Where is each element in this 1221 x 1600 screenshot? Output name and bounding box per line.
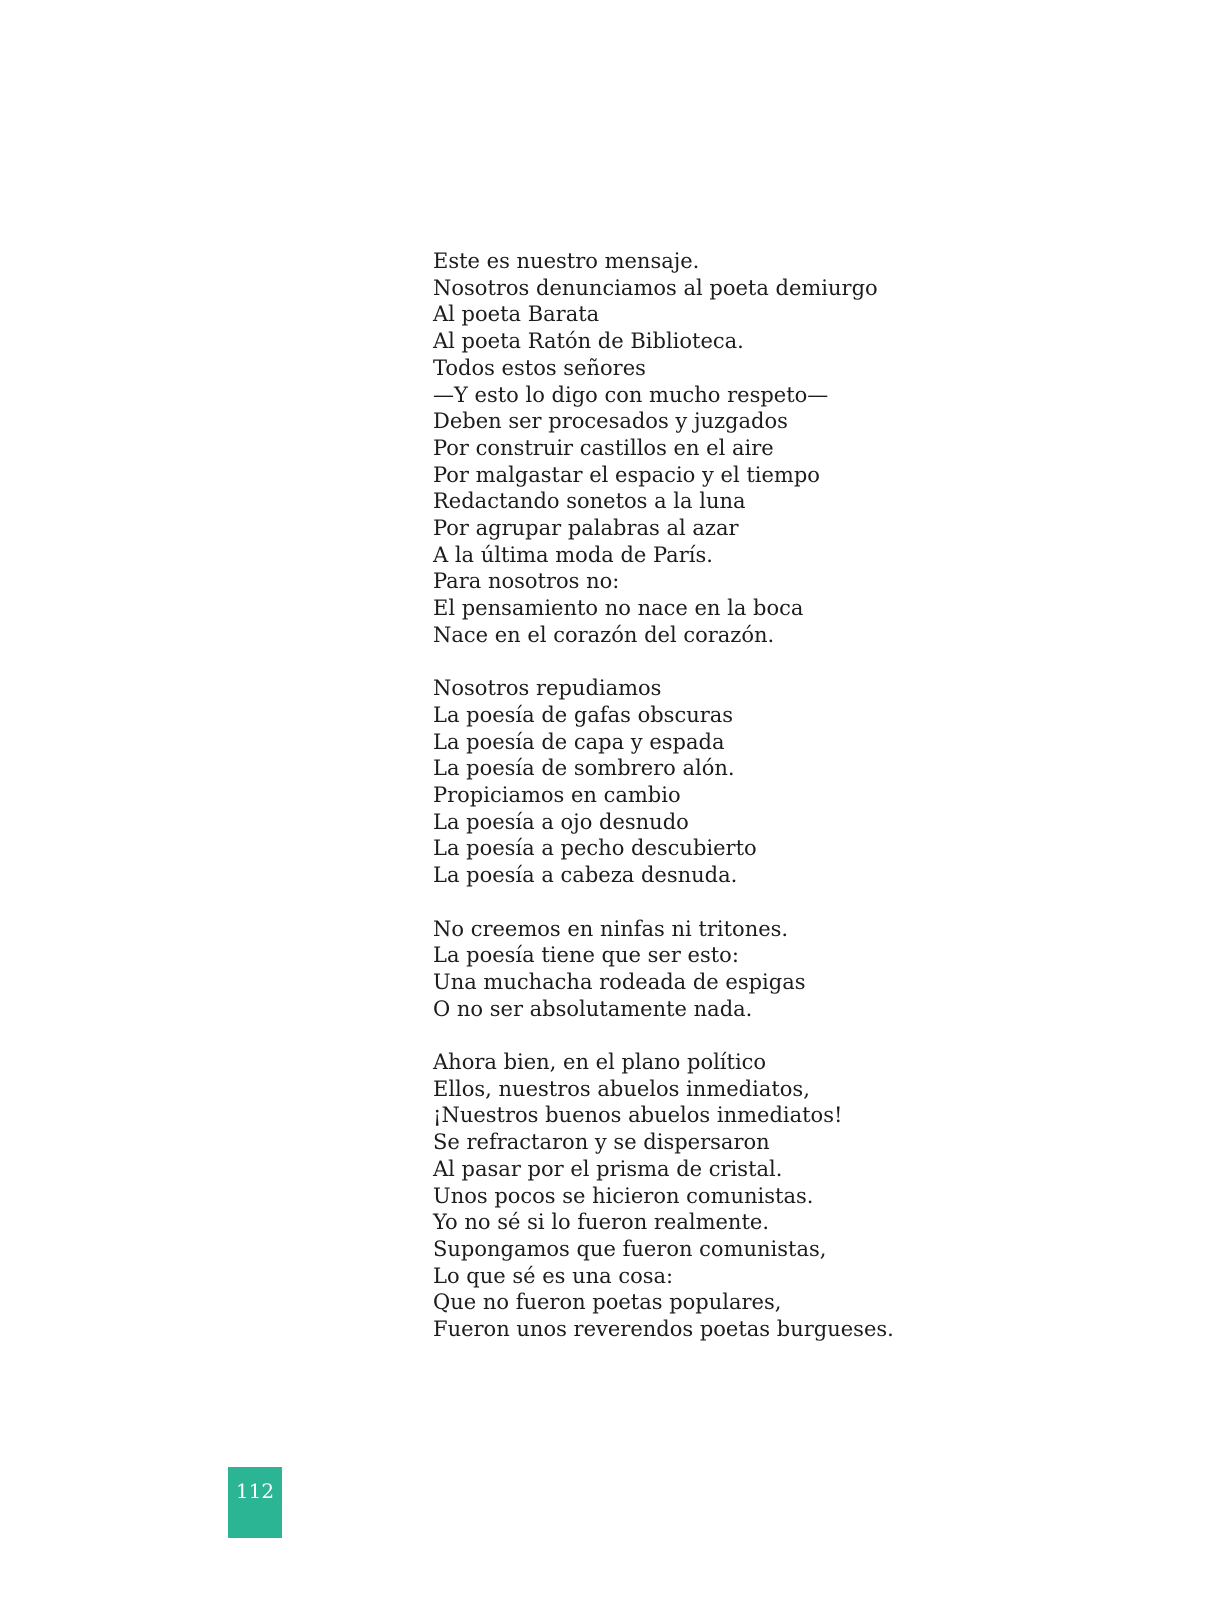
poem-line: La poesía a pecho descubierto [433,836,757,861]
poem-line: —Y esto lo digo con mucho respeto— [433,382,829,407]
poem-line: La poesía a ojo desnudo [433,809,689,834]
poem-line: ¡Nuestros buenos abuelos inmediatos! [433,1103,843,1128]
stanza-1 [433,248,993,649]
poem-line: Por malgastar el espacio y el tiempo [433,462,820,487]
poem-line: Ahora bien, en el plano político [433,1050,767,1075]
poem-line: Por construir castillos en el aire [433,435,774,460]
poem-line: La poesía de gafas obscuras [433,702,734,727]
poem-line: Yo no sé si lo fueron realmente. [433,1210,769,1235]
poem-line: Unos pocos se hicieron comunistas. [433,1183,814,1208]
poem-line: Nosotros repudiamos [433,676,662,701]
poem-line: Al poeta Ratón de Biblioteca. [433,329,744,354]
poem-line: Propiciamos en cambio [433,783,681,808]
poem-line: La poesía a cabeza desnuda. [433,863,738,888]
stanza-3 [433,916,993,1023]
poem-line: Una muchacha rodeada de espigas [433,969,806,994]
poem-line: Supongamos que fueron comunistas, [433,1236,827,1261]
poem-line: Fueron unos reverendos poetas burgueses. [433,1317,894,1342]
poem-line: La poesía tiene que ser esto: [433,943,739,968]
poem-line: Al pasar por el prisma de cristal. [433,1156,783,1181]
poem-line: La poesía de sombrero alón. [433,756,735,781]
poem-line: Todos estos señores [433,355,646,380]
poem-line: Nace en el corazón del corazón. [433,622,775,647]
poem-line: Lo que sé es una cosa: [433,1263,674,1288]
poem-line: Redactando sonetos a la luna [433,489,746,514]
page-number-tab [228,1467,282,1538]
poem-line: El pensamiento no nace en la boca [433,596,804,621]
poem-line: La poesía de capa y espada [433,729,725,754]
poem-line: Por agrupar palabras al azar [433,516,739,541]
poem-line: Que no fueron poetas populares, [433,1290,782,1315]
poem-line: Este es nuestro mensaje. [433,249,700,273]
poem-body [433,248,993,1369]
poem-line: Nosotros denunciamos al poeta demiurgo [433,275,878,300]
poem-line: No creemos en ninfas ni tritones. [433,916,789,941]
poem-line: Ellos, nuestros abuelos inmediatos, [433,1076,810,1101]
poem-line: A la última moda de París. [433,542,713,567]
poem-line: O no ser absolutamente nada. [433,996,753,1021]
stanza-2 [433,675,993,889]
stanza-4 [433,1049,993,1343]
poem-line: Deben ser procesados y juzgados [433,409,788,434]
poem-line: Se refractaron y se dispersaron [433,1130,770,1155]
poem-line: Al poeta Barata [433,302,600,327]
poem-line: Para nosotros no: [433,569,620,594]
page-number: 112 [235,1479,275,1503]
